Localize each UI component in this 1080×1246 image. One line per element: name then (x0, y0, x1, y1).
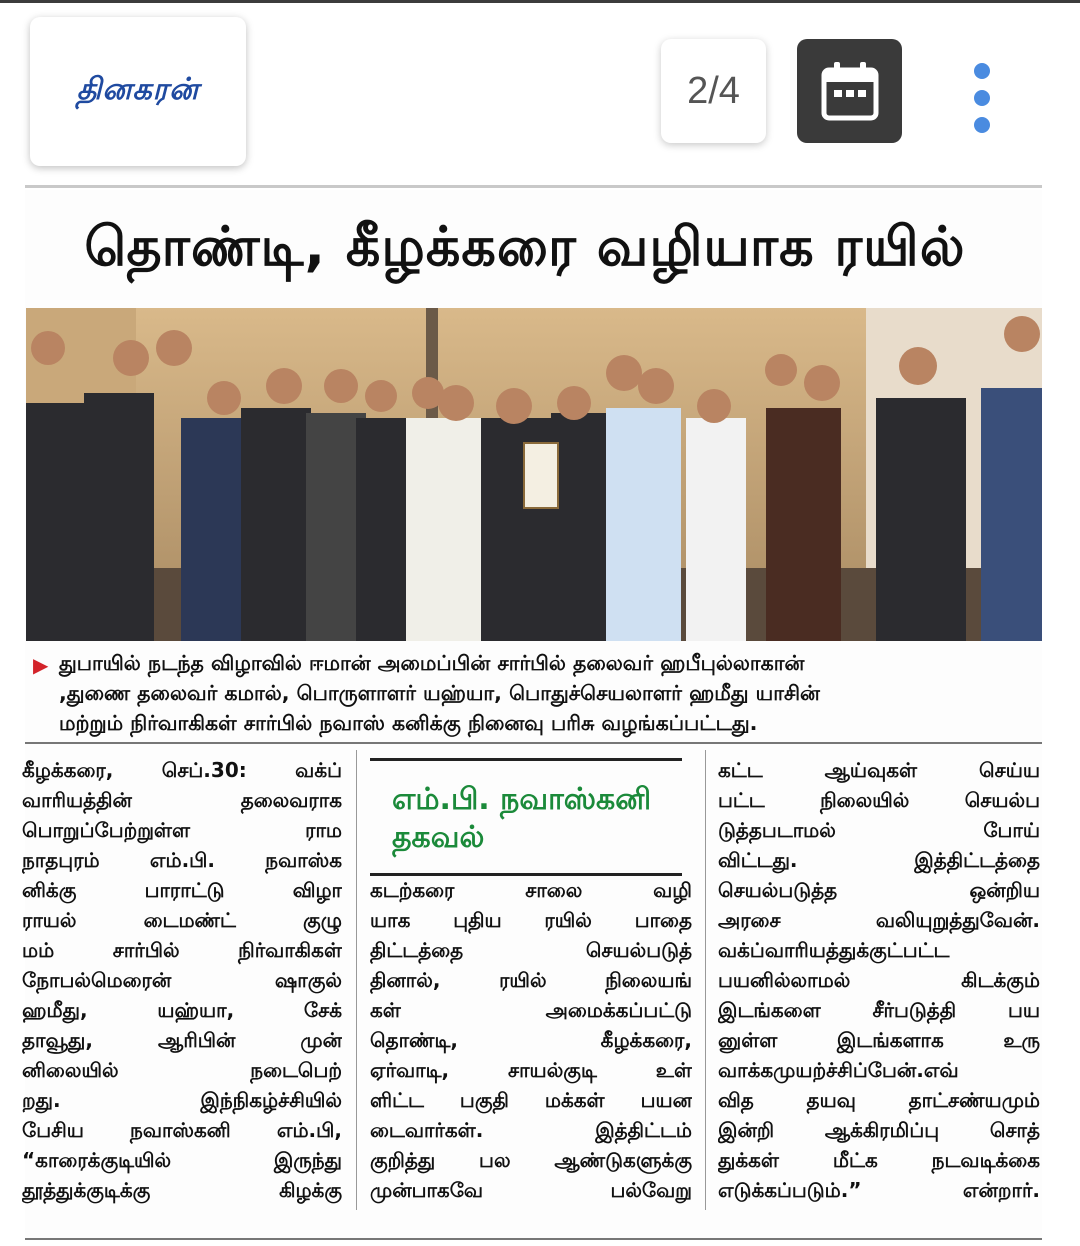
logo: தினகரன் (76, 72, 200, 107)
text-line: னிலையில் நடைபெற் (22, 1058, 342, 1082)
text-line: வித தயவு தாட்சண்யமும் (718, 1088, 1040, 1112)
text-line: எடுக்கப்படும்.” என்றார். (718, 1178, 1040, 1202)
column-divider (356, 750, 357, 1210)
calendar-icon (820, 60, 880, 122)
byline-subtitle: தகவல் (392, 820, 485, 855)
text-line: முன்பாகவே பல்வேறு (370, 1178, 692, 1202)
text-line: பேசிய நவாஸ்கனி எம்.பி, (22, 1118, 342, 1142)
more-options-button[interactable] (960, 63, 1004, 133)
text-line: மம் சார்பில் நிர்வாகிகள் (22, 938, 342, 962)
text-line: இடங்களை சீர்படுத்தி பய (718, 998, 1040, 1022)
logo-button[interactable] (30, 17, 246, 166)
text-line: நாதபுரம் எம்.பி. நவாஸ்க (22, 848, 342, 872)
text-line: “காரைக்குடியில் இருந்து (22, 1148, 342, 1172)
text-line: கள் அமைக்கப்பட்டு (370, 998, 692, 1022)
caption-bullet-icon: ▶ (33, 653, 49, 677)
text-line: துக்கள் மீட்க நடவடிக்கை (718, 1148, 1040, 1172)
text-line: டுத்தபடாமல் போய் (718, 818, 1040, 842)
text-line: பொறுப்பேற்றுள்ள ராம (22, 818, 342, 842)
page-indicator-text: 2/4 (687, 69, 740, 112)
photo-caption (25, 648, 1042, 740)
text-line: செயல்படுத்த ஒன்றிய (718, 878, 1040, 902)
caption-divider (25, 742, 1042, 744)
article-column-2 (370, 875, 692, 1205)
text-line: பயனில்லாமல் கிடக்கும் (718, 968, 1040, 992)
text-line: கட்ட ஆய்வுகள் செய்ய (718, 758, 1040, 782)
text-line: ளிட்ட பகுதி மக்கள் பயன (370, 1088, 692, 1112)
article-column-3 (718, 755, 1040, 1205)
byline-box (370, 758, 682, 876)
text-line: குறித்து பல ஆண்டுகளுக்கு (370, 1148, 692, 1172)
text-line: யாக புதிய ரயில் பாதை (370, 908, 692, 932)
byline-title: எம்.பி. நவாஸ்கனி (392, 782, 652, 817)
article-column-1 (22, 755, 342, 1205)
text-line: திட்டத்தை செயல்படுத் (370, 938, 692, 962)
caption-line: துபாயில் நடந்த விழாவில் ஈமான் அமைப்பின் சார்பில் தலைவர் ஹபீபுல்லாகான் (59, 651, 805, 675)
header-divider (25, 185, 1042, 188)
page-bottom-divider (25, 1238, 1042, 1240)
text-line: ஹமீது, யஹ்யா, சேக் (22, 998, 342, 1022)
column-divider (705, 750, 706, 1210)
article-headline: தொண்டி, கீழக்கரை வழியாக ரயில் (84, 215, 966, 278)
text-line: வாரியத்தின் தலைவராக (22, 788, 342, 812)
page-indicator-button[interactable] (661, 39, 766, 143)
text-line: ஏர்வாடி, சாயல்குடி உள் (370, 1058, 692, 1082)
calendar-button[interactable] (797, 39, 902, 143)
text-line: தாவூது, ஆரிபின் முன் (22, 1028, 342, 1052)
text-line: னிக்கு பாராட்டு விழா (22, 878, 342, 902)
text-line: இன்றி ஆக்கிரமிப்பு சொத் (718, 1118, 1040, 1142)
more-vertical-icon (974, 63, 990, 79)
text-line: வக்ப்வாரியத்துக்குட்பட்ட (718, 938, 950, 962)
more-dot (974, 90, 990, 106)
caption-line: மற்றும் நிர்வாகிகள் சார்பில் நவாஸ் கனிக்கு நினைவு பரிசு வழங்கப்பட்டது. (59, 711, 758, 735)
text-line: நோபல்மெரைன் ஷாகுல் (22, 968, 342, 992)
text-line: றது. இந்நிகழ்ச்சியில் (22, 1088, 342, 1112)
text-line: கீழக்கரை, செப்.30: வக்ப் (22, 758, 342, 782)
app-header (0, 3, 1080, 183)
text-line: ராயல் டைமண்ட் குழு (22, 908, 342, 932)
caption-line: ,துணை தலைவர் கமால், பொருளாளர் யஹ்யா, பொதுச்செயலாளர் ஹமீது யாசின் (59, 681, 820, 705)
text-line: தினால், ரயில் நிலையங் (370, 968, 692, 992)
text-line: தூத்துக்குடிக்கு கிழக்கு (22, 1178, 342, 1202)
text-line: விட்டது. இத்திட்டத்தை (718, 848, 1040, 872)
text-line: பட்ட நிலையில் செயல்ப (718, 788, 1040, 812)
text-line: டைவார்கள். இத்திட்டம் (370, 1118, 692, 1142)
article-photo (26, 308, 1042, 641)
text-line: னுள்ள இடங்களாக உரு (718, 1028, 1040, 1052)
group-photo-image (26, 308, 1042, 641)
more-dot (974, 117, 990, 133)
text-line: தொண்டி, கீழக்கரை, (370, 1028, 692, 1052)
text-line: அரசை வலியுறுத்துவேன். (718, 908, 1040, 932)
text-line: கடற்கரை சாலை வழி (370, 878, 692, 902)
text-line: வாக்கமுயற்ச்சிப்பேன்.எவ் (718, 1058, 959, 1082)
